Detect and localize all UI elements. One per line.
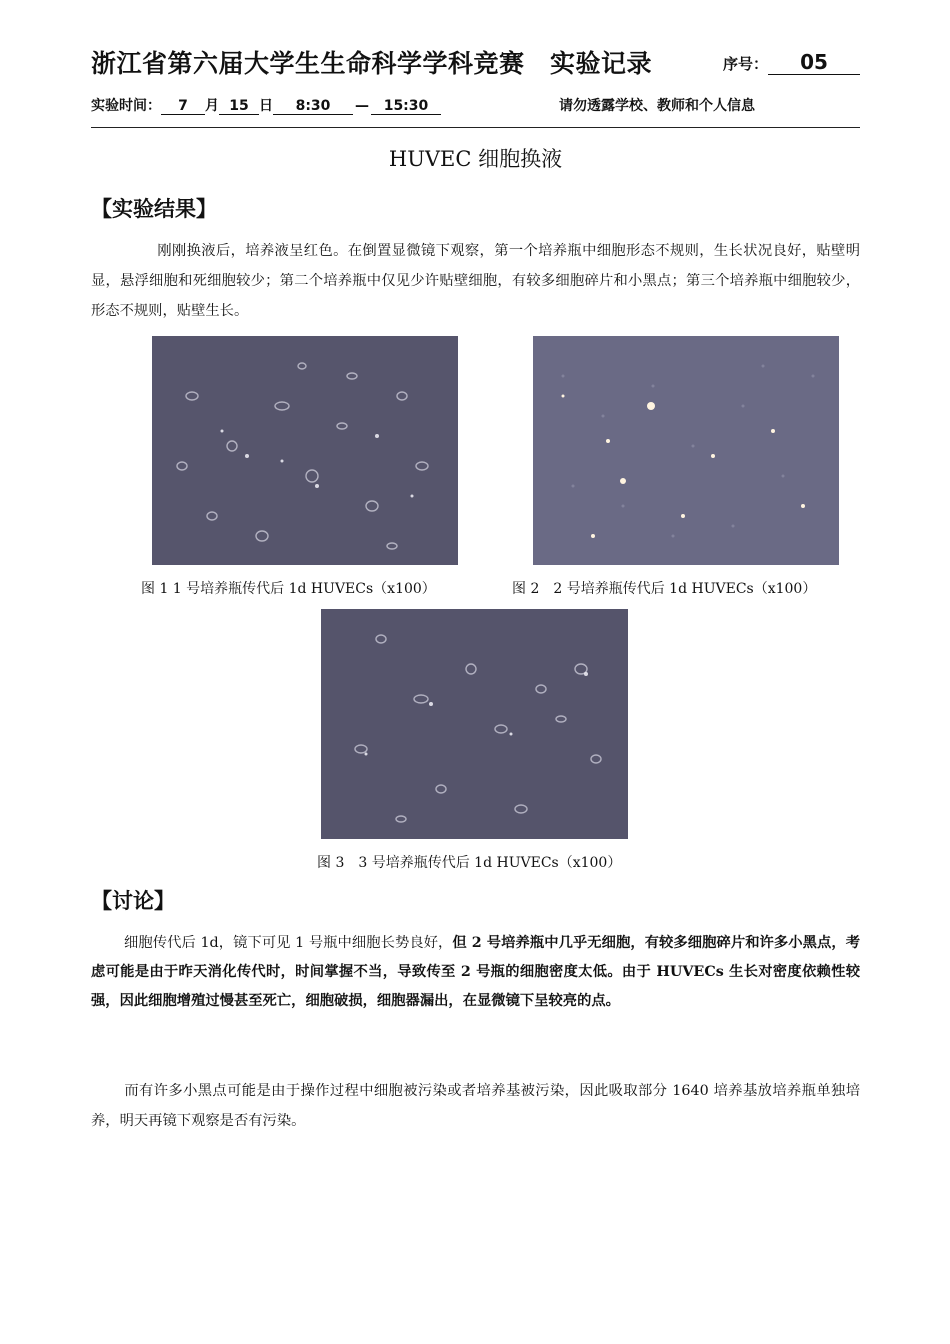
results-paragraph <box>91 236 860 326</box>
discussion-p2-text: 而有许多小黑点可能是由于操作过程中细胞被污染或者培养基被污染，因此吸取部分 1640 培养基放培养瓶单独培养，明天再镜下观察是否有污染。 <box>91 1083 860 1129</box>
serial-number <box>723 50 860 75</box>
cells-image <box>152 336 458 565</box>
experiment-meta <box>91 95 860 119</box>
results-text: 刚刚换液后，培养液呈红色。在倒置显微镜下观察，第一个培养瓶中细胞形态不规则，生长状况良好，贴壁明显，悬浮细胞和死细胞较少；第二个培养瓶中仅见少许贴壁细胞，有较多细胞碎片和小黑点；第三个培养瓶中细胞较少，形态不规则，贴壁生长。 <box>91 243 860 319</box>
discussion-p1-normal: 细胞传代后 1d，镜下可见 1 号瓶中细胞长势良好， <box>124 935 453 951</box>
figure-1-caption: 图 1 1 号培养瓶传代后 1d HUVECs（x100） <box>141 581 436 597</box>
debris-image <box>533 336 839 565</box>
day-value: 15 <box>219 98 259 115</box>
privacy-notice: 请勿透露学校、教师和个人信息 <box>559 98 755 114</box>
month-unit: 月 <box>205 98 219 114</box>
serial-label: 序号： <box>722 55 768 73</box>
micrograph-1 <box>152 336 458 565</box>
discussion-heading: 【讨论】 <box>91 889 175 913</box>
discussion-paragraph-2 <box>91 1076 860 1136</box>
cells-image <box>321 609 628 839</box>
results-heading: 【实验结果】 <box>91 197 217 221</box>
document-title: HUVEC 细胞换液 <box>388 147 563 171</box>
time-dash: — <box>355 98 369 114</box>
competition-title: 浙江省第六届大学生生命科学学科竞赛 实验记录 <box>91 49 653 78</box>
figure-3-caption: 图 3 3 号培养瓶传代后 1d HUVECs（x100） <box>317 855 622 871</box>
time-label: 实验时间： <box>91 98 161 114</box>
end-time: 15:30 <box>371 98 441 115</box>
month-value: 7 <box>161 98 205 115</box>
day-unit: 日 <box>259 98 273 114</box>
serial-value: 05 <box>768 50 860 75</box>
start-time: 8:30 <box>273 98 353 115</box>
figure-2-caption: 图 2 2 号培养瓶传代后 1d HUVECs（x100） <box>512 581 817 597</box>
discussion-paragraph-1 <box>91 929 860 1016</box>
discussion-p1-bold: 但 2 号培养瓶中几乎无细胞，有较多细胞碎片和许多小黑点，考虑可能是由于昨天消化传代时，时间掌握不当，导致传至 2 号瓶的细胞密度太低。由于 HUVECs 生长对密度依赖性较强，因此细胞增殖过慢甚至死亡，细胞破损，细胞器漏出，在显微镜下呈较亮的点。 <box>91 935 860 1009</box>
micrograph-2 <box>533 336 839 565</box>
header-divider <box>91 127 860 128</box>
header-row <box>91 44 860 84</box>
micrograph-3 <box>321 609 628 839</box>
